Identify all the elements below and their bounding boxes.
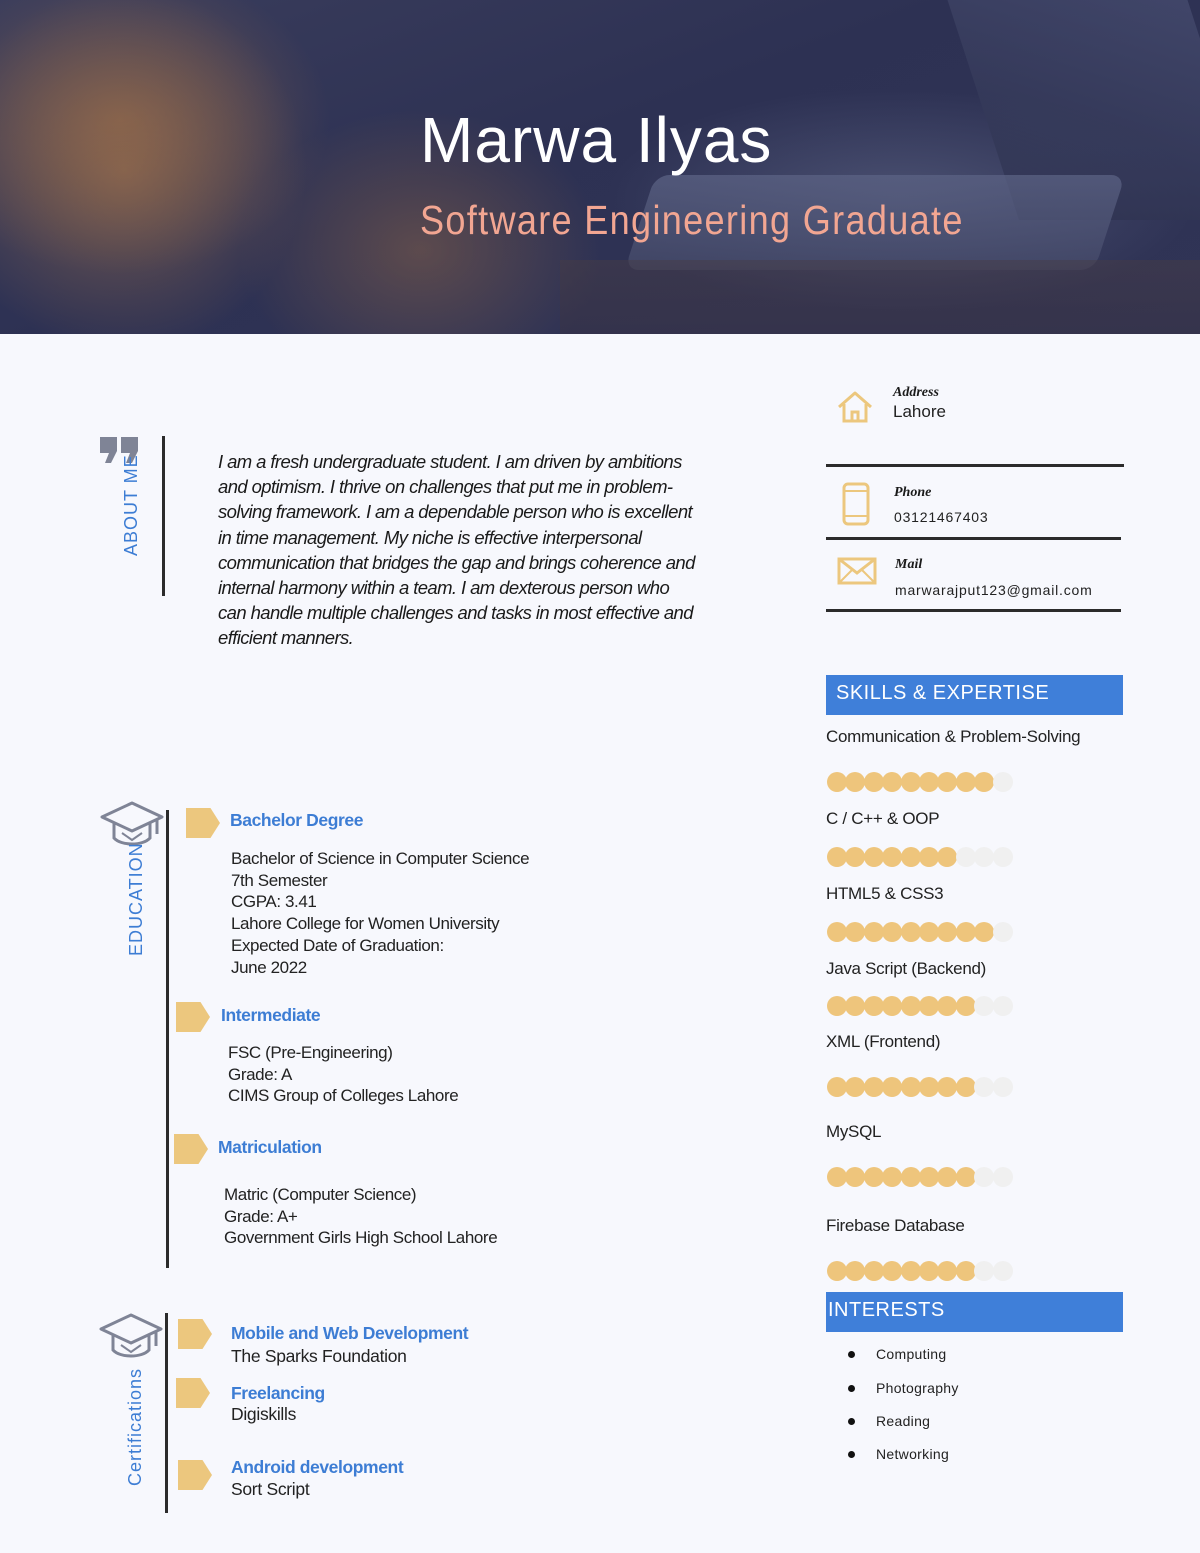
rating-dot-filled	[956, 1077, 976, 1097]
rating-dot-empty	[974, 847, 994, 867]
header-banner	[0, 0, 1200, 334]
skill-rating	[827, 922, 1011, 942]
bachelor-line: 7th Semester	[231, 870, 328, 890]
rating-dot-filled	[827, 922, 847, 942]
rating-dot-filled	[845, 847, 865, 867]
rating-dot-empty	[993, 1167, 1013, 1187]
certification-cap-icon	[98, 1312, 164, 1366]
rating-dot-filled	[919, 1167, 939, 1187]
rating-dot-filled	[919, 1077, 939, 1097]
rating-dot-filled	[919, 996, 939, 1016]
home-icon	[836, 390, 874, 424]
rating-dot-filled	[845, 922, 865, 942]
header-photo-sweater	[0, 0, 340, 334]
skill-name: Firebase Database	[826, 1216, 965, 1235]
skills-header: SKILLS & EXPERTISE	[826, 675, 1123, 715]
rating-dot-empty	[974, 1077, 994, 1097]
rating-dot-filled	[901, 1077, 921, 1097]
contact-divider	[826, 464, 1124, 467]
cert-org: Sort Script	[231, 1479, 310, 1499]
rating-dot-filled	[827, 996, 847, 1016]
matriculation-tag-icon	[174, 1134, 208, 1164]
interest-item	[848, 1346, 946, 1362]
rating-dot-empty	[993, 772, 1013, 792]
header-photo-desk	[560, 260, 1200, 334]
rating-dot-filled	[864, 1167, 884, 1187]
rating-dot-filled	[864, 996, 884, 1016]
cert-org: The Sparks Foundation	[231, 1346, 407, 1366]
intermediate-tag-icon	[176, 1002, 210, 1032]
interest-item	[848, 1413, 930, 1429]
interests-header: INTERESTS	[826, 1292, 1123, 1332]
skill-rating	[827, 1261, 1011, 1281]
rating-dot-filled	[827, 1077, 847, 1097]
certifications-label: Certifications	[125, 1367, 145, 1486]
intermediate-line: Grade: A	[228, 1064, 292, 1084]
skill-name: XML (Frontend)	[826, 1032, 941, 1051]
rating-dot-empty	[993, 996, 1013, 1016]
bachelor-line: CGPA: 3.41	[231, 892, 317, 912]
intermediate-details	[228, 1042, 458, 1107]
rating-dot-filled	[956, 922, 976, 942]
phone-icon	[842, 482, 870, 526]
mail-icon	[837, 557, 877, 585]
bachelor-tag-icon	[186, 808, 220, 838]
rating-dot-filled	[845, 996, 865, 1016]
rating-dot-filled	[845, 772, 865, 792]
rating-dot-filled	[845, 1167, 865, 1187]
skill-rating	[827, 1077, 1011, 1097]
skill-rating	[827, 996, 1011, 1016]
skill-name: MySQL	[826, 1122, 882, 1141]
matriculation-title: Matriculation	[218, 1137, 322, 1157]
mail-value: marwarajput123@gmail.com	[895, 582, 1093, 598]
certifications-divider	[165, 1313, 168, 1513]
rating-dot-filled	[919, 772, 939, 792]
rating-dot-filled	[937, 996, 957, 1016]
matriculation-details	[224, 1184, 497, 1249]
interest-label: Computing	[876, 1346, 947, 1362]
rating-dot-filled	[956, 1261, 976, 1281]
rating-dot-filled	[919, 1261, 939, 1281]
rating-dot-filled	[827, 1261, 847, 1281]
rating-dot-empty	[974, 1261, 994, 1281]
rating-dot-filled	[882, 1261, 902, 1281]
rating-dot-filled	[937, 922, 957, 942]
rating-dot-empty	[956, 847, 976, 867]
rating-dot-filled	[974, 772, 994, 792]
rating-dot-filled	[937, 847, 957, 867]
rating-dot-filled	[827, 847, 847, 867]
education-label: EDUCATION	[126, 842, 146, 956]
education-divider	[166, 810, 169, 1268]
interest-label: Reading	[876, 1413, 931, 1429]
intermediate-line: CIMS Group of Colleges Lahore	[228, 1086, 459, 1106]
cert-title: Freelancing	[231, 1383, 325, 1403]
bachelor-line: Expected Date of Graduation:	[231, 935, 444, 955]
skill-name: Java Script (Backend)	[826, 959, 986, 978]
skill-rating	[827, 1167, 1011, 1187]
rating-dot-filled	[901, 772, 921, 792]
rating-dot-filled	[864, 1261, 884, 1281]
rating-dot-empty	[993, 847, 1013, 867]
rating-dot-filled	[882, 1077, 902, 1097]
rating-dot-filled	[937, 1261, 957, 1281]
rating-dot-filled	[919, 922, 939, 942]
rating-dot-filled	[882, 1167, 902, 1187]
candidate-role: Software Engineering Graduate	[420, 197, 964, 243]
interest-label: Networking	[876, 1446, 950, 1462]
matriculation-line: Government Girls High School Lahore	[224, 1228, 498, 1248]
intermediate-line: FSC (Pre-Engineering)	[228, 1043, 393, 1062]
rating-dot-filled	[845, 1077, 865, 1097]
rating-dot-filled	[864, 1077, 884, 1097]
cert-tag-icon	[178, 1319, 212, 1349]
rating-dot-filled	[827, 772, 847, 792]
rating-dot-filled	[864, 847, 884, 867]
rating-dot-empty	[974, 1167, 994, 1187]
rating-dot-filled	[937, 1077, 957, 1097]
cert-title: Mobile and Web Development	[231, 1323, 469, 1343]
contact-divider	[826, 609, 1121, 612]
about-me-text: I am a fresh undergraduate student. I am driven by ambitions and optimism. I thrive on challenges that put me in problem-solving framework. I am a dependable person who is excellent in time management. My niche is effective interpersonal communication that bridges the gap and brings coherence and internal harmony within a team. I am dexterous person who can handle multiple challenges and tasks in most effective and efficient manners.	[218, 451, 695, 649]
bachelor-details	[231, 848, 529, 978]
rating-dot-filled	[956, 772, 976, 792]
rating-dot-filled	[827, 1167, 847, 1187]
matriculation-line: Matric (Computer Science)	[224, 1185, 417, 1204]
bachelor-title: Bachelor Degree	[230, 810, 364, 830]
cert-title: Android development	[231, 1457, 404, 1477]
rating-dot-filled	[974, 922, 994, 942]
interest-label: Photography	[876, 1380, 959, 1396]
rating-dot-empty	[993, 922, 1013, 942]
rating-dot-filled	[882, 772, 902, 792]
rating-dot-filled	[845, 1261, 865, 1281]
rating-dot-filled	[919, 847, 939, 867]
about-me-label: ABOUT ME	[121, 454, 141, 556]
rating-dot-filled	[901, 1261, 921, 1281]
rating-dot-empty	[993, 1261, 1013, 1281]
phone-value: 03121467403	[894, 509, 989, 525]
skill-name: Communication & Problem-Solving	[826, 727, 1081, 746]
rating-dot-filled	[882, 922, 902, 942]
rating-dot-filled	[864, 922, 884, 942]
cert-org: Digiskills	[231, 1404, 297, 1424]
bachelor-line: Bachelor of Science in Computer Science	[231, 849, 530, 868]
matriculation-line: Grade: A+	[224, 1206, 298, 1226]
address-label: Address	[893, 385, 939, 400]
rating-dot-empty	[993, 1077, 1013, 1097]
contact-divider	[826, 537, 1121, 540]
interest-item	[848, 1446, 949, 1462]
intermediate-title: Intermediate	[221, 1005, 321, 1025]
rating-dot-filled	[937, 772, 957, 792]
rating-dot-filled	[937, 1167, 957, 1187]
phone-label: Phone	[894, 485, 932, 500]
skill-name: C / C++ & OOP	[826, 809, 940, 828]
rating-dot-filled	[901, 1167, 921, 1187]
bachelor-line: Lahore College for Women University	[231, 914, 500, 934]
cert-tag-icon	[178, 1460, 212, 1490]
rating-dot-filled	[901, 847, 921, 867]
rating-dot-empty	[974, 996, 994, 1016]
cert-tag-icon	[176, 1378, 210, 1408]
rating-dot-filled	[882, 996, 902, 1016]
skill-rating	[827, 847, 1011, 867]
rating-dot-filled	[901, 996, 921, 1016]
rating-dot-filled	[882, 847, 902, 867]
mail-label: Mail	[895, 557, 923, 572]
about-divider	[162, 436, 165, 596]
rating-dot-filled	[901, 922, 921, 942]
rating-dot-filled	[956, 996, 976, 1016]
bachelor-line: June 2022	[231, 957, 307, 977]
rating-dot-filled	[864, 772, 884, 792]
candidate-name: Marwa Ilyas	[420, 104, 773, 176]
skill-rating	[827, 772, 1011, 792]
rating-dot-filled	[956, 1167, 976, 1187]
interest-item	[848, 1380, 959, 1396]
skill-name: HTML5 & CSS3	[826, 884, 944, 903]
address-value: Lahore	[893, 402, 946, 421]
